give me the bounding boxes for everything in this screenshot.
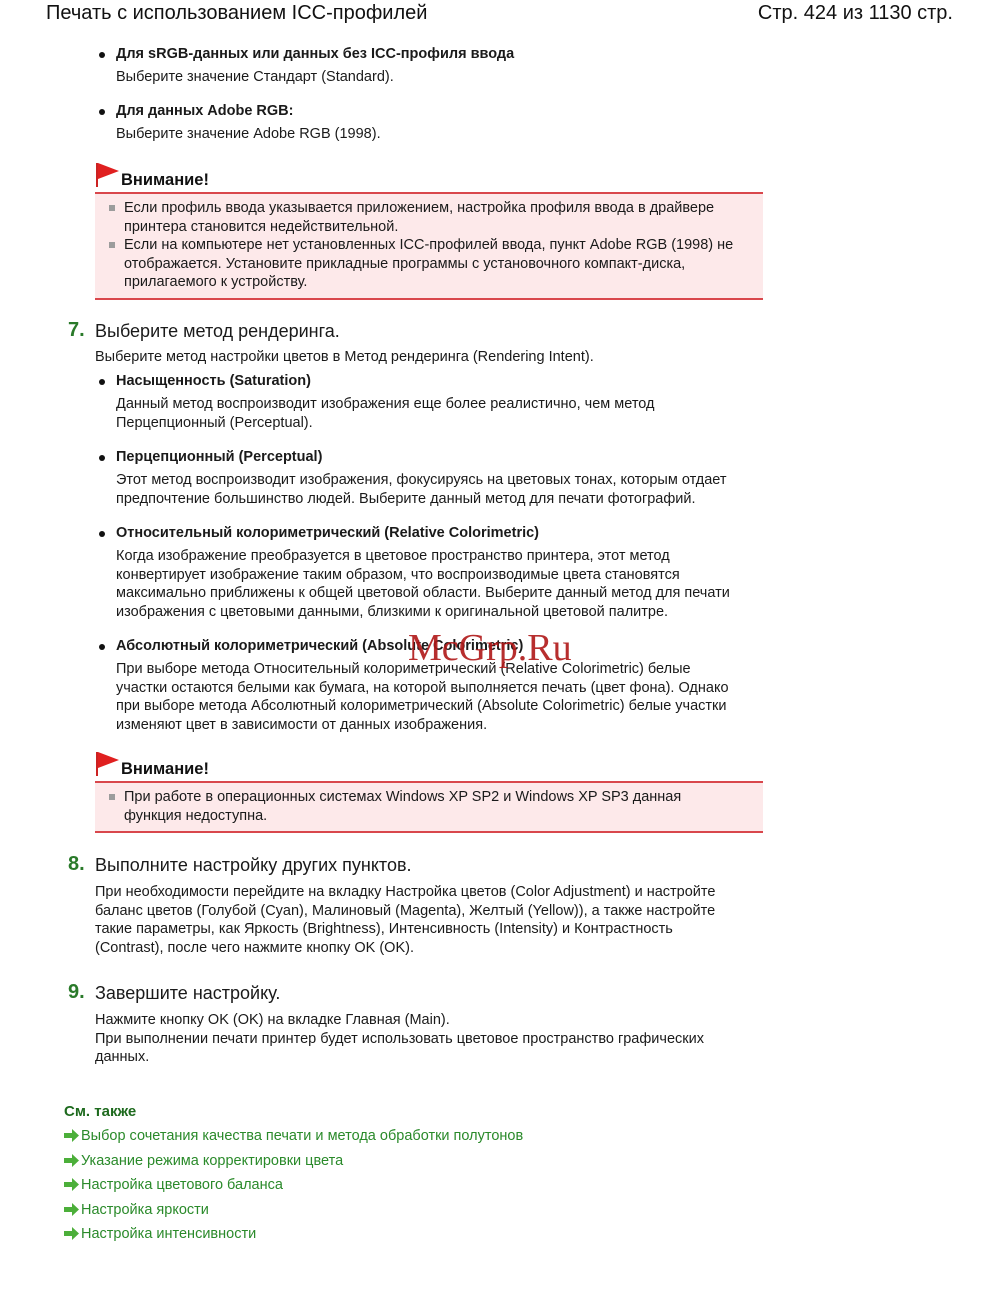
bullet-heading: Перцепционный (Perceptual) [116, 449, 323, 465]
step-7-title: Выберите метод рендеринга. [95, 321, 340, 341]
rendering-bullet-perceptual [116, 449, 766, 508]
see-also-heading: См. также [64, 1103, 137, 1120]
bullet-text: Когда изображение преобразуется в цветовое пространство принтера, этот метод конвертирует изображение таким образом, что воспроизводимые цвета становятся максимально приближены к общей цветовой области. Выберите данный метод для печати изображения с цветовыми данными, близкими к оригинальной цветовой палитре. [116, 548, 730, 620]
step-9-text: Нажмите кнопку OK (OK) на вкладке Главная (Main). При выполнении печати принтер будет использовать цветовое пространство графических данных. [95, 1012, 704, 1065]
attention-item: Если на компьютере нет установленных ICC-профилей ввода, пункт Adobe RGB (1998) не отображается. Установите прикладные программы с установочного компакт-диска, прилагаемого к устройству. [95, 236, 763, 292]
link-print-quality-halftone[interactable]: Выбор сочетания качества печати и метода обработки полутонов [64, 1128, 523, 1144]
step-7-intro: Выберите метод настройки цветов в Метод рендеринга (Rendering Intent). [95, 349, 594, 365]
arrow-right-icon [64, 1154, 79, 1167]
step-8-text: При необходимости перейдите на вкладку Настройка цветов (Color Adjustment) и настройте баланс цветов (Голубой (Cyan), Малиновый (Magenta), Желтый (Yellow)), а также настройте такие параметры, как Яркость (Brightness), Интенсивность (Intensity) и Контрастность (Contrast), после чего нажмите кнопку OK (OK). [95, 884, 716, 956]
page-counter: Стр. 424 из 1130 стр. [757, 2, 953, 24]
arrow-right-icon [64, 1203, 79, 1216]
link-color-correction-mode[interactable]: Указание режима корректировки цвета [64, 1153, 343, 1169]
attention-body [95, 781, 763, 833]
attention-item: Если профиль ввода указывается приложением, настройка профиля ввода в драйвере принтера становится недействительной. [95, 199, 763, 236]
bullet-dot [99, 109, 105, 115]
warning-flag-icon [95, 751, 119, 777]
link-color-balance[interactable]: Настройка цветового баланса [64, 1177, 283, 1193]
watermark-text: McGrp.Ru [408, 627, 572, 669]
intro-bullet-adobe [116, 103, 756, 144]
bullet-heading: Для sRGB-данных или данных без ICC-профиля ввода [116, 46, 515, 62]
bullet-heading: Для данных Adobe RGB: [116, 103, 294, 119]
square-bullet-icon [109, 242, 115, 248]
attention-box [95, 751, 763, 833]
bullet-dot [99, 455, 105, 461]
intro-bullet-srgb [116, 46, 756, 87]
link-brightness[interactable]: Настройка яркости [64, 1202, 209, 1218]
attention-body [95, 192, 763, 300]
bullet-text: Выберите значение Стандарт (Standard). [116, 69, 394, 85]
bullet-text: Выберите значение Adobe RGB (1998). [116, 126, 381, 142]
step-9-title: Завершите настройку. [95, 983, 281, 1003]
arrow-right-icon [64, 1227, 79, 1240]
bullet-text: Этот метод воспроизводит изображения, фокусируясь на цветовых тонах, которым отдает предпочтение большинство людей. Выберите данный метод для печати фотографий. [116, 472, 727, 507]
attention-box [95, 162, 763, 300]
arrow-right-icon [64, 1129, 79, 1142]
link-intensity[interactable]: Настройка интенсивности [64, 1226, 256, 1242]
bullet-heading: Абсолютный колориметрический (Absolute Colorimetric) [116, 638, 524, 654]
warning-flag-icon [95, 162, 119, 188]
attention-title: Внимание! [121, 760, 209, 778]
step-8-number: 8. [68, 853, 85, 875]
square-bullet-icon [109, 205, 115, 211]
step-8-title: Выполните настройку других пунктов. [95, 855, 412, 875]
bullet-heading: Насыщенность (Saturation) [116, 373, 311, 389]
bullet-dot [99, 52, 105, 58]
attention-item: При работе в операционных системах Windows XP SP2 и Windows XP SP3 данная функция недоступна. [95, 788, 763, 825]
bullet-dot [99, 644, 105, 650]
bullet-dot [99, 379, 105, 385]
square-bullet-icon [109, 794, 115, 800]
step-9-number: 9. [68, 981, 85, 1003]
bullet-text: Данный метод воспроизводит изображения еще более реалистично, чем метод Перцепционный (Perceptual). [116, 396, 655, 431]
bullet-text: При выборе метода Относительный колориметрический (Relative Colorimetric) белые участки остаются белыми как бумага, на которой выполняется печать (цвет фона). Однако при выборе метода Абсолютный колориметрический (Absolute Colorimetric) белые участки изменяют цвет в зависимости от данных изображения. [116, 661, 729, 733]
bullet-heading: Относительный колориметрический (Relative Colorimetric) [116, 525, 540, 541]
bullet-dot [99, 531, 105, 537]
attention-title: Внимание! [121, 171, 209, 189]
rendering-bullet-relative [116, 525, 766, 621]
arrow-right-icon [64, 1178, 79, 1191]
step-7-number: 7. [68, 319, 85, 341]
rendering-bullet-saturation [116, 373, 766, 432]
page-title: Печать с использованием ICC-профилей [46, 2, 428, 24]
